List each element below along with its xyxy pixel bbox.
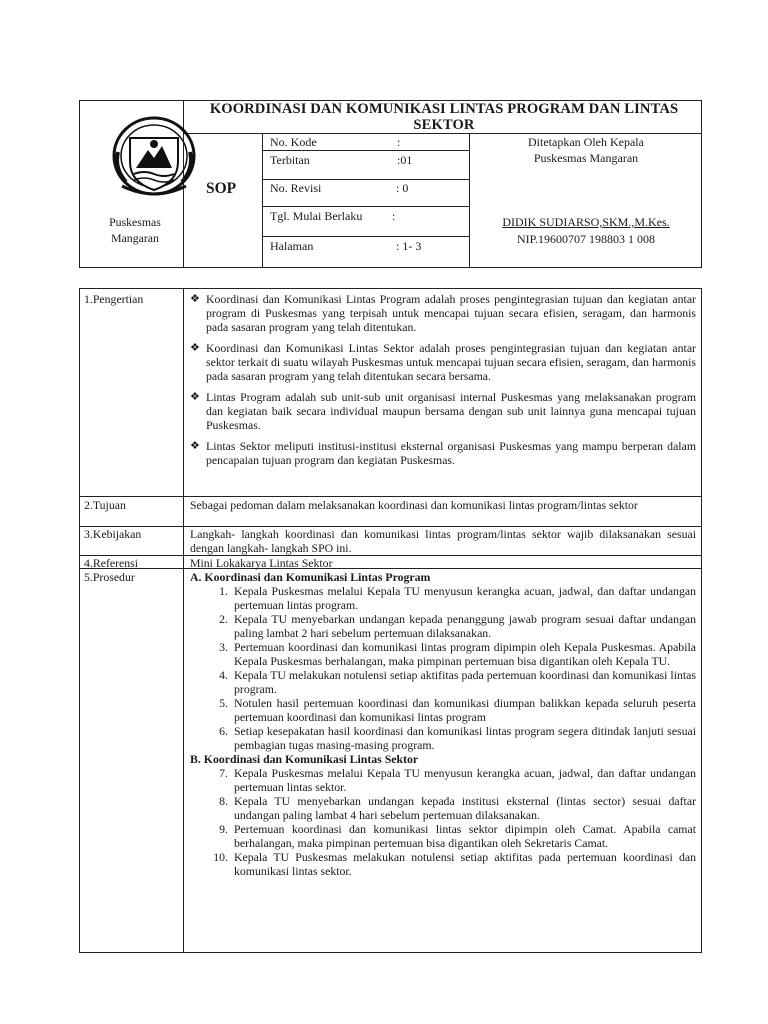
row-label-referensi: 4.Referensi: [84, 556, 139, 570]
row-label-pengertian: 1.Pengertian: [84, 292, 144, 306]
bullet-text: Koordinasi dan Komunikasi Lintas Sektor adalah proses pengintegrasian tujuan dan kegiatan antar sektor terkait di suatu wilayah Puskesmas untuk mencapai tujuan secara efisien, seragam, dan harmonis pada sasaran program yang telah ditentukan secara bersama.: [206, 341, 696, 383]
row-label-prosedur: 5.Prosedur: [84, 570, 135, 584]
step-text: Kepala TU Puskesmas melakukan notulensi setiap aktifitas pada pertemuan koordinasi dan komunikasi lintas sektor.: [234, 850, 696, 878]
approval-line: Ditetapkan Oleh Kepala: [528, 135, 644, 149]
prosedur-content: [190, 570, 696, 878]
procedure-step: [190, 766, 696, 794]
field-value: :: [397, 135, 401, 149]
kebijakan-content: Langkah- langkah koordinasi dan komunikasi lintas program/lintas sektor wajib dilaksanakan sesuai dengan langkah- langkah SPO ini.: [190, 527, 696, 555]
section-heading: A. Koordinasi dan Komunikasi Lintas Program: [190, 570, 431, 584]
step-text: Pertemuan koordinasi dan komunikasi lintas sektor dipimpin oleh Camat. Apabila camat berhalangan, maka pimpinan pertemuan bisa digantikan oleh Sekretaris Camat.: [234, 822, 696, 850]
step-number: 1.: [219, 584, 228, 598]
step-number: 4.: [219, 668, 228, 682]
step-text: Pertemuan koordinasi dan komunikasi lintas program dipimpin oleh Kepala Puskesmas. Apabila Kepala Puskesmas berhalangan, maka pimpinan pertemuan bisa digantikan oleh Kepala TU.: [234, 640, 696, 668]
row-label-kebijakan: 3.Kebijakan: [84, 527, 142, 541]
bullet-text: Lintas Program adalah sub unit-sub unit organisasi internal Puskesmas yang melaksanakan program dan kegiatan baik secara individual maupun bersama dengan sub unit lainnya guna mencapai tujuan Puskesmas.: [206, 390, 696, 432]
field-label: No. Kode: [270, 135, 317, 149]
step-number: 2.: [219, 612, 228, 626]
step-number: 10.: [213, 850, 228, 864]
procedure-step: [190, 696, 696, 724]
referensi-content: Mini Lokakarya Lintas Sektor: [190, 556, 333, 570]
organization-line: Puskesmas: [109, 215, 161, 229]
section-heading: B. Koordinasi dan Komunikasi Lintas Sektor: [190, 752, 419, 766]
diamond-bullet-icon: ❖: [190, 293, 200, 305]
header-divider: [262, 236, 470, 237]
document-title: KOORDINASI DAN KOMUNIKASI LINTAS PROGRAM DAN LINTAS SEKTOR: [209, 101, 679, 133]
field-label: Terbitan: [270, 153, 310, 167]
procedure-step: [190, 850, 696, 878]
tujuan-content: Sebagai pedoman dalam melaksanakan koordinasi dan komunikasi lintas program/lintas sektor: [190, 498, 638, 512]
sop-label: SOP: [206, 180, 237, 197]
bullet-text: Koordinasi dan Komunikasi Lintas Program adalah proses pengintegrasian tujuan dan kegiatan antar program di Puskesmas yang terpisah untuk mencapai tujuan secara efisien, seragam, dan harmonis pada sasaran program yang telah ditentukan.: [206, 292, 696, 334]
procedure-step: [190, 612, 696, 640]
header-divider: [262, 133, 263, 268]
step-number: 8.: [219, 794, 228, 808]
header-divider: [262, 179, 470, 180]
pengertian-content: [190, 292, 696, 474]
step-number: 9.: [219, 822, 228, 836]
field-value: :: [392, 209, 396, 223]
approval-text: [470, 134, 702, 166]
step-number: 7.: [219, 766, 228, 780]
row-label-tujuan: 2.Tujuan: [84, 498, 126, 512]
field-value: : 0: [396, 181, 409, 195]
header-divider: [262, 206, 470, 207]
field-label: Halaman: [270, 239, 314, 253]
approval-line: Puskesmas Mangaran: [533, 151, 639, 165]
step-text: Setiap kesepakatan hasil koordinasi dan komunikasi lintas program segera ditindak lanjuti sesuai pembagian tugas masing-masing program.: [234, 724, 696, 752]
field-label: No. Revisi: [270, 181, 322, 195]
diamond-bullet-icon: ❖: [190, 391, 200, 403]
procedure-step: [190, 822, 696, 850]
procedure-step: [190, 668, 696, 696]
procedure-step: [190, 640, 696, 668]
procedure-step: [190, 794, 696, 822]
list-item: [190, 341, 696, 383]
list-item: [190, 390, 696, 432]
step-number: 3.: [219, 640, 228, 654]
step-number: 6.: [219, 724, 228, 738]
bullet-text: Lintas Sektor meliputi institusi-institusi eksternal organisasi Puskesmas yang mampu berperan dalam pencapaian tujuan program dan kegiatan Puskesmas.: [206, 439, 696, 467]
step-text: Kepala TU melakukan notulensi setiap aktifitas pada pertemuan koordinasi dan komunikasi lintas program.: [234, 668, 696, 696]
table-divider: [79, 496, 702, 497]
field-value: : 1- 3: [396, 239, 422, 253]
procedure-step: [190, 724, 696, 752]
table-divider: [183, 288, 184, 953]
signatory-name: DIDIK SUDIARSO,SKM.,M.Kes.: [502, 215, 670, 229]
field-value: :01: [397, 153, 413, 167]
step-text: Kepala TU menyebarkan undangan kepada institusi eksternal (lintas sector) sesuai daftar undangan paling lambat 4 hari sebelum pertemuan dilaksanakan.: [234, 794, 696, 822]
organization-name: [85, 214, 185, 246]
diamond-bullet-icon: ❖: [190, 342, 200, 354]
regional-emblem-logo: [108, 112, 200, 202]
procedure-step: [190, 584, 696, 612]
diamond-bullet-icon: ❖: [190, 440, 200, 452]
list-item: [190, 439, 696, 467]
signatory-nip: NIP.19600707 198803 1 008: [516, 232, 655, 246]
step-text: Kepala Puskesmas melalui Kepala TU menyusun kerangka acuan, jadwal, dan daftar undangan pertemuan lintas program.: [234, 584, 696, 612]
list-item: [190, 292, 696, 334]
field-label: Tgl. Mulai Berlaku: [270, 209, 363, 223]
step-text: Notulen hasil pertemuan koordinasi dan komunikasi diumpan balikkan kepada seluruh peserta pertemuan koordinasi dan komunikasi lintas program: [234, 696, 696, 724]
step-text: Kepala TU menyebarkan undangan kepada penanggung jawab program sesuai daftar undangan paling lambat 2 hari sebelum pertemuan dilaksanakan.: [234, 612, 696, 640]
header-divider: [262, 150, 470, 151]
organization-line: Mangaran: [111, 231, 159, 245]
step-number: 5.: [219, 696, 228, 710]
step-text: Kepala Puskesmas melalui Kepala TU menyusun kerangka acuan, jadwal, dan daftar undangan pertemuan lintas sektor.: [234, 766, 696, 794]
